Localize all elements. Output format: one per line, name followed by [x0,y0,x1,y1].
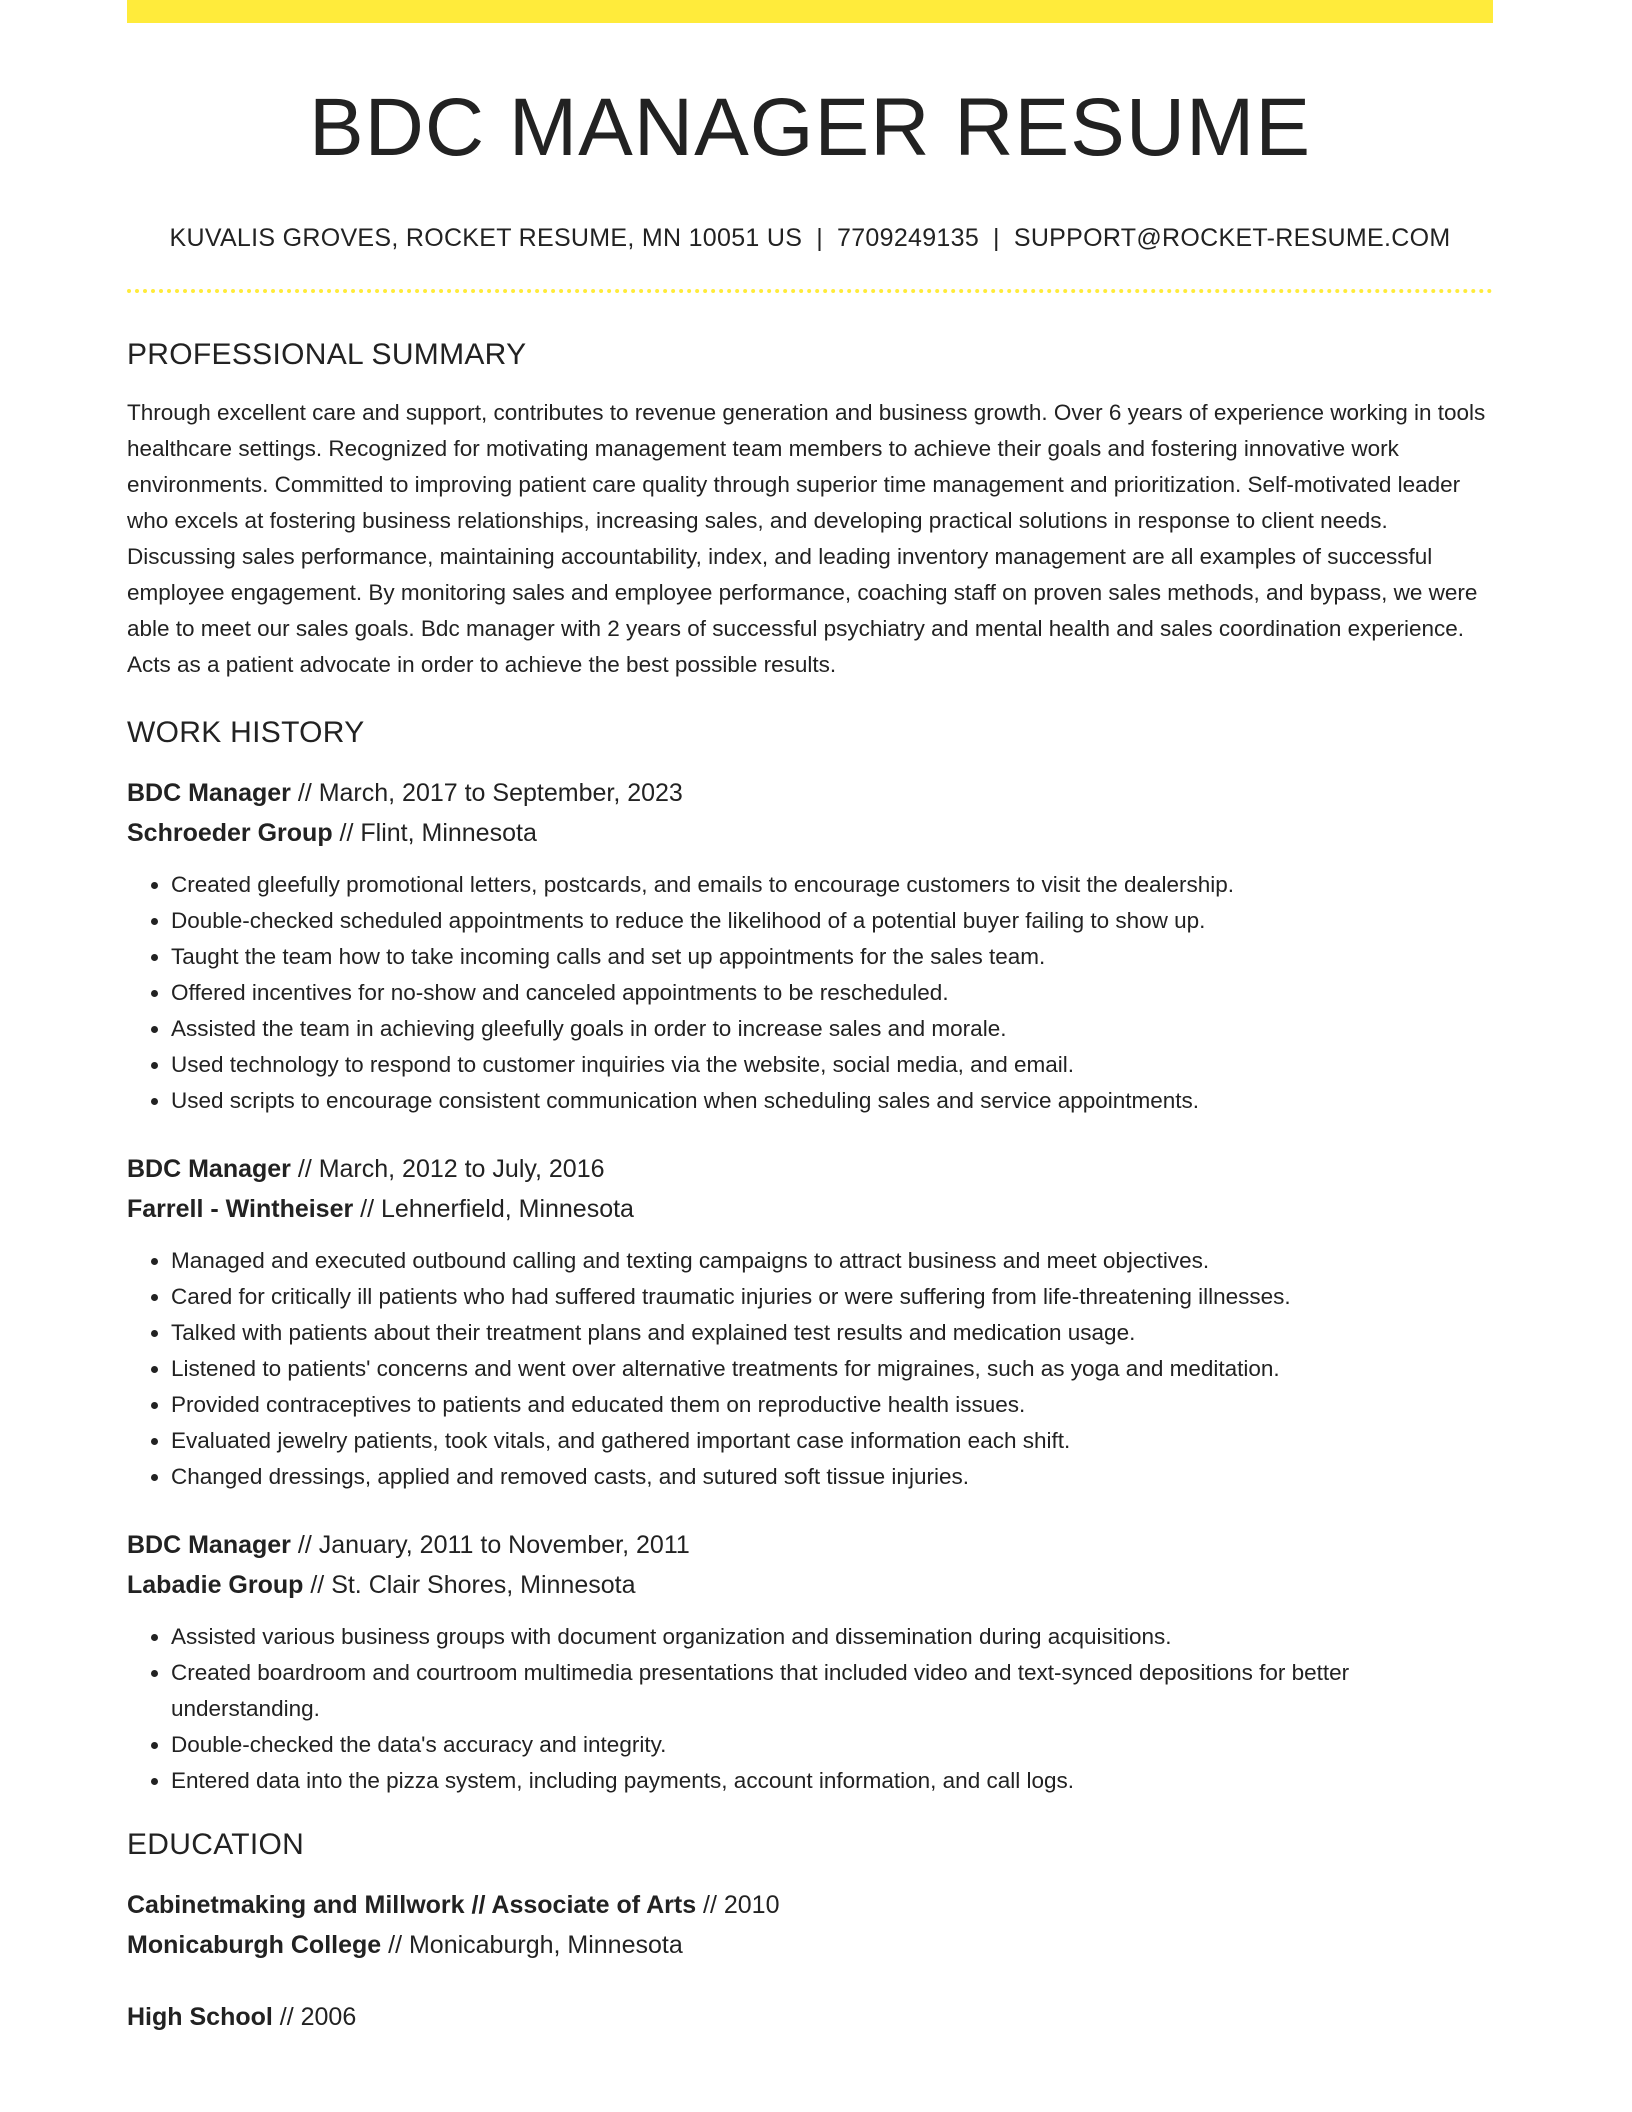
list-item: • Evaluated jewelry patients, took vitals, and gathered important case information each shift. [171,1423,1493,1459]
list-item: • Assisted the team in achieving gleefully goals in order to increase sales and morale. [171,1011,1493,1047]
job-company: Farrell - Wintheiser [127,1195,354,1224]
list-item: • Talked with patients about their treatment plans and explained test results and medication usage. [171,1315,1493,1351]
resume-title: BDC MANAGER RESUME [308,82,1312,173]
job-title-line [127,773,1493,813]
list-item: • Taught the team how to take incoming calls and set up appointments for the sales team. [171,939,1493,975]
list-item: • Listened to patients' concerns and went over alternative treatments for migraines, such as yoga and meditation. [171,1351,1493,1387]
degree-line [127,1885,1493,1925]
job-entry [127,773,1493,1119]
list-item: • Cared for critically ill patients who had suffered traumatic injuries or were suffering from life-threatening illnesses. [171,1279,1493,1315]
list-item: • Used scripts to encourage consistent communication when scheduling sales and service appointments. [171,1083,1493,1119]
job-entry [127,1525,1493,1799]
section-heading: PROFESSIONAL SUMMARY [127,338,527,372]
job-title-line [127,1525,1493,1565]
section-heading: EDUCATION [127,1828,305,1862]
resume-page [127,0,1493,2037]
list-item: • Created gleefully promotional letters, postcards, and emails to encourage customers to visit the dealership. [171,867,1493,903]
contact-separator: | [816,224,823,253]
list-item: • Offered incentives for no-show and canceled appointments to be rescheduled. [171,975,1493,1011]
list-item: • Changed dressings, applied and removed casts, and sutured soft tissue injuries. [171,1459,1493,1495]
degree-line [127,1997,1493,2037]
list-item: • Double-checked the data's accuracy and integrity. [171,1727,1493,1763]
contact-phone: 7709249135 [837,224,980,253]
list-item: • Double-checked scheduled appointments to reduce the likelihood of a potential buyer failing to show up. [171,903,1493,939]
job-bullets [127,1619,1493,1799]
job-bullets [127,867,1493,1119]
job-title-line [127,1149,1493,1189]
list-item: • Used technology to respond to customer inquiries via the website, social media, and email. [171,1047,1493,1083]
school-line [127,1925,1493,1965]
professional-summary-section [127,337,1493,683]
list-item: • Assisted various business groups with document organization and dissemination during acquisitions. [171,1619,1493,1655]
job-location: // Flint, Minnesota [332,819,537,848]
job-title: BDC Manager [127,1531,291,1560]
dotted-divider [127,289,1493,293]
summary-paragraph: Through excellent care and support, contributes to revenue generation and business growth. Over 6 years of experience working in tools healthcare settings. Recognized for motivating management team members to achieve their goals and fostering innovative work environments. Committed to improving patient care quality through superior time management and prioritization. Self-motivated leader who excels at fostering business relationships, increasing sales, and developing practical solutions in response to client needs. Discussing sales performance, maintaining accountability, index, and leading inventory management are all examples of successful employee engagement. By monitoring sales and employee performance, coaching staff on proven sales methods, and bypass, we were able to meet our sales goals. Bdc manager with 2 years of successful psychiatry and mental health and sales coordination experience. Acts as a patient advocate in order to achieve the best possible results. [127,400,1486,678]
job-company: Schroeder Group [127,819,333,848]
contact-separator: | [993,224,1000,253]
job-company-line [127,1565,1493,1605]
contact-line [127,223,1493,253]
degree-year: // 2010 [696,1891,780,1920]
job-company: Labadie Group [127,1571,304,1600]
contact-address: KUVALIS GROVES, ROCKET RESUME, MN 10051 US [169,224,803,253]
job-company-line [127,813,1493,853]
job-dates: // January, 2011 to November, 2011 [290,1531,690,1560]
job-location: // Lehnerfield, Minnesota [353,1195,634,1224]
job-bullets [127,1243,1493,1495]
education-section [127,1827,1493,2037]
list-item: • Entered data into the pizza system, including payments, account information, and call logs. [171,1763,1493,1799]
degree-year: // 2006 [272,2003,357,2032]
degree-name: High School [127,2003,273,2032]
job-dates: // March, 2017 to September, 2023 [290,779,683,808]
school-location: // Monicaburgh, Minnesota [381,1931,683,1960]
accent-top-bar [127,0,1493,23]
school-name: Monicaburgh College [127,1931,382,1960]
job-company-line [127,1189,1493,1229]
list-item: • Created boardroom and courtroom multimedia presentations that included video and text-synced depositions for better understanding. [171,1655,1493,1727]
job-title: BDC Manager [127,1155,291,1184]
job-location: // St. Clair Shores, Minnesota [303,1571,636,1600]
list-item: • Managed and executed outbound calling and texting campaigns to attract business and meet objectives. [171,1243,1493,1279]
list-item: • Provided contraceptives to patients and educated them on reproductive health issues. [171,1387,1493,1423]
job-dates: // March, 2012 to July, 2016 [290,1155,605,1184]
contact-email: SUPPORT@ROCKET-RESUME.COM [1013,224,1451,253]
education-entry [127,1997,1493,2037]
education-entry [127,1885,1493,1965]
job-title: BDC Manager [127,779,291,808]
work-history-section [127,715,1493,1799]
job-entry [127,1149,1493,1495]
degree-name: Cabinetmaking and Millwork // Associate of Arts [127,1891,697,1920]
section-heading: WORK HISTORY [127,716,365,750]
